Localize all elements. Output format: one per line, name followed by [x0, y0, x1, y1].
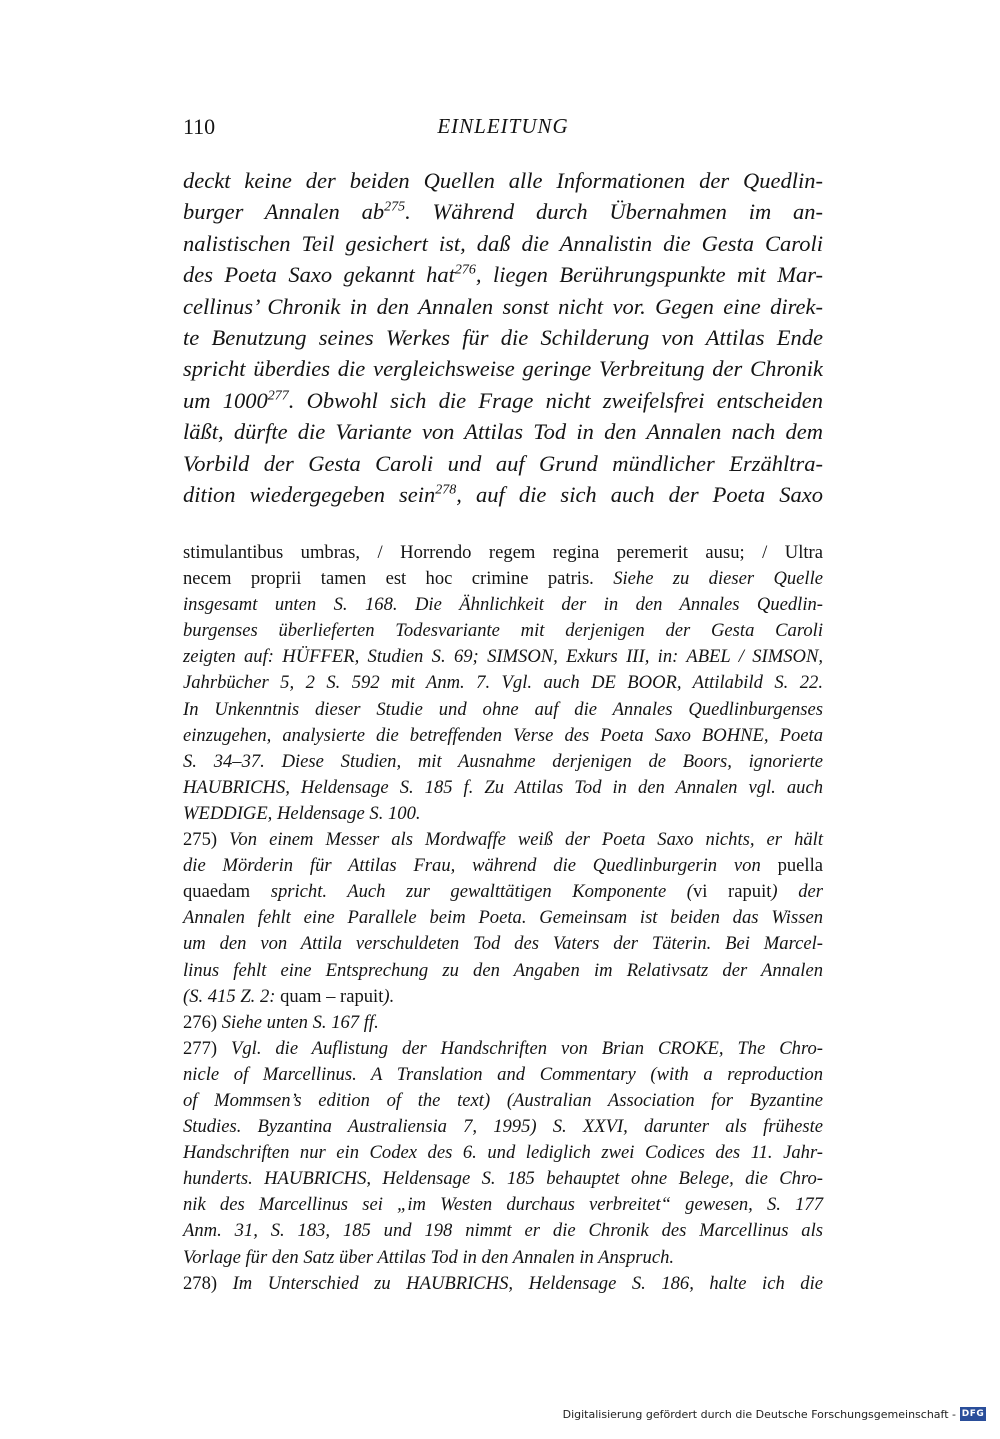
footnote-line: quaedam spricht. Auch zur gewalttätigen Komponente (vi rapuit) der — [183, 881, 823, 903]
footnote-line: Annalen fehlt eine Parallele beim Poeta. Gemeinsam ist beiden das Wissen — [183, 907, 823, 929]
footnote-line: stimulantibus umbras, / Horrendo regem regina peremerit ausu; / Ultra — [183, 542, 823, 563]
main-line: burger Annalen $ab^{275}$. Während durch Übernahmen im an- — [183, 199, 823, 225]
footnote-ref: 275 — [384, 199, 406, 215]
footnote-line: hunderts. HAUBRICHS, Heldensage S. 185 behauptet ohne Belege, die Chro- — [183, 1168, 823, 1190]
footnote-ref: 277 — [267, 388, 289, 404]
dfg-logo: DFG — [961, 1409, 985, 1419]
footnote-line: S. 34–37. Diese Studien, mit Ausnahme derjenigen de Boors, ignorierte — [183, 750, 823, 772]
footnote-line: die Mörderin für Attilas Frau, während die Quedlinburgerin von puella — [183, 855, 823, 877]
page-number: 110 — [183, 114, 216, 139]
page-header — [183, 114, 823, 144]
footnote-line: Studies. Byzantina Australiensia 7, 1995) S. XXVI, darunter als früheste — [183, 1116, 823, 1138]
footnote-line: WEDDIGE, Heldensage S. 100. — [183, 802, 421, 824]
main-line: des Poeta Saxo gekannt hat$^{276}$, liegen Berührungspunkte mit Mar- — [183, 262, 823, 288]
main-line: läßt, dürfte die Variante von Attilas Tod in den Annalen nach dem — [183, 419, 823, 445]
main-line: te Benutzung seines Werkes für die Schilderung von Attilas Ende — [183, 325, 823, 351]
footnote-line: zeigten auf: HÜFFER, Studien S. 69; SIMSON, Exkurs III, in: ABEL / SIMSON, — [183, 646, 823, 668]
footnote-number: 275) — [183, 829, 218, 851]
footnote-line: insgesamt unten S. 168. Die Ähnlichkeit der in den Annales Quedlin- — [183, 594, 823, 616]
footnote-line: 278) Im Unterschied zu HAUBRICHS, Heldensage S. 186, halte ich die — [183, 1272, 823, 1294]
footnote-line: HAUBRICHS, Heldensage S. 185 f. Zu Attilas Tod in den Annalen vgl. auch — [183, 776, 823, 798]
footnote-line: In Unkenntnis dieser Studie und ohne auf die Annales Quedlinburgenses — [183, 698, 823, 720]
digitization-credit — [563, 1403, 986, 1425]
footnote-number: 277) — [183, 1037, 218, 1059]
footnote-number: 276) — [183, 1011, 218, 1033]
footnote-number: 278) — [183, 1272, 218, 1294]
main-line: deckt keine der beiden Quellen alle Informationen der Quedlin- — [183, 168, 823, 193]
footnote-ref: 278 — [435, 482, 457, 498]
footnote-line: necem proprii tamen est hoc crimine patris. Siehe zu dieser Quelle — [183, 568, 824, 590]
footnotes — [183, 540, 823, 1297]
main-line: um 1000$^{277}$. Obwohl sich die Frage nicht zweifelsfrei entscheiden — [183, 387, 823, 413]
main-line: dition wiedergegeben sein$^{278}$, auf die sich auch der Poeta Saxo — [183, 482, 823, 508]
footnote-line: einzugehen, analysierte die betreffenden Verse des Poeta Saxo BOHNE, Poeta — [183, 724, 823, 746]
main-line: cellinus’ Chronik in den Annalen sonst nicht vor. Gegen eine direk- — [183, 293, 823, 319]
footnote-line: 277) Vgl. die Auflistung der Handschriften von Brian CROKE, The Chro- — [183, 1037, 823, 1059]
running-head: EINLEITUNG — [437, 114, 569, 138]
footnote-line: burgenses überlieferten Todesvariante mit derjenigen der Gesta Caroli — [183, 620, 823, 642]
footnote-line: Jahrbücher 5, 2 S. 592 mit Anm. 7. Vgl. auch DE BOOR, Attilabild S. 22. — [183, 672, 823, 694]
main-line: Vorbild der Gesta Caroli und auf Grund mündlicher Erzähltra- — [183, 450, 823, 476]
footnote-line: nik des Marcellinus sei „im Westen durchaus verbreitet“ gewesen, S. 177 — [183, 1194, 823, 1216]
main-line: nalistischen Teil gesichert ist, daß die Annalistin die Gesta Caroli — [183, 230, 823, 256]
footnote-line: Anm. 31, S. 183, 185 und 198 nimmt er die Chronik des Marcellinus als — [183, 1220, 823, 1242]
footnote-line: um den von Attila verschuldeten Tod des Vaters der Täterin. Bei Marcel- — [183, 933, 823, 955]
footnote-line: Vorlage für den Satz über Attilas Tod in den Annalen in Anspruch. — [183, 1246, 675, 1268]
credit-text: Digitalisierung gefördert durch die Deutsche Forschungsgemeinschaft - — [562, 1407, 956, 1421]
footnote-line: (S. 415 Z. 2: quam – rapuit). — [183, 985, 395, 1007]
footnote-line: nicle of Marcellinus. A Translation and Commentary (with a reproduction — [183, 1063, 823, 1085]
footnote-line: of Mommsen’s edition of the text) (Australian Association for Byzantine — [183, 1089, 823, 1111]
footnote-line: 276) Siehe unten S. 167 ff. — [183, 1011, 379, 1033]
footnote-line: linus fehlt eine Entsprechung zu den Angaben im Relativsatz der Annalen — [183, 959, 823, 981]
main-line: spricht überdies die vergleichsweise geringe Verbreitung der Chronik — [183, 356, 823, 382]
footnote-ref: 276 — [454, 262, 476, 278]
main-text — [183, 165, 823, 510]
footnote-line: 275) Von einem Messer als Mordwaffe weiß der Poeta Saxo nichts, er hält — [183, 829, 823, 851]
footnote-line: Handschriften nur ein Codex des 6. und lediglich zwei Codices des 11. Jahr- — [183, 1142, 823, 1164]
